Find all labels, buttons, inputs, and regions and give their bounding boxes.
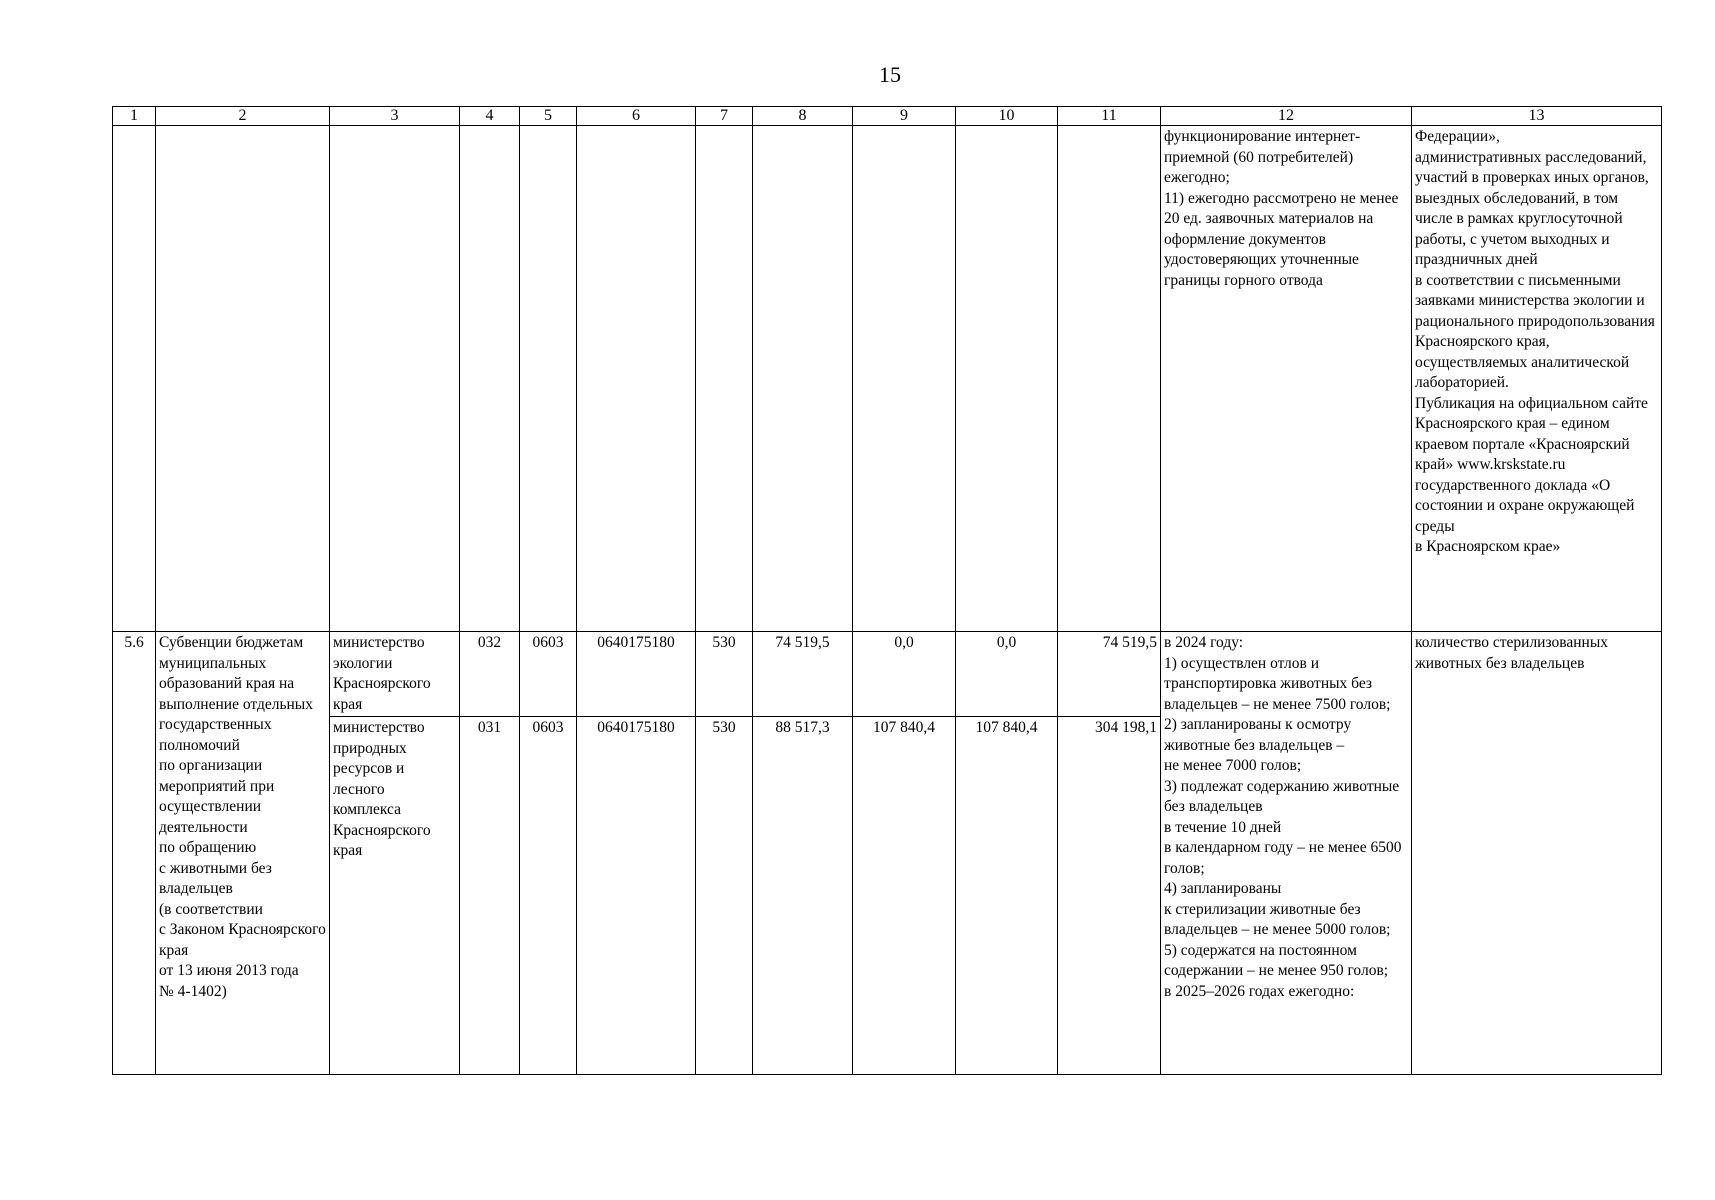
amount-2024-cell: 88 517,3 [753, 717, 853, 1075]
continuation-row [113, 126, 1662, 632]
amount-2025-cell: 0,0 [853, 632, 956, 717]
page-number: 15 [879, 62, 901, 87]
amount-2025-cell: 107 840,4 [853, 717, 956, 1075]
column-header: 3 [330, 107, 460, 126]
executor-cell: министерство экологии Красноярского края [330, 632, 460, 717]
amount-2024-cell: 74 519,5 [753, 632, 853, 717]
executor-cell: министерство природных ресурсов и лесного комплекса Красноярского края [330, 717, 460, 1075]
item-number: 5.6 [113, 632, 156, 1075]
column-header: 5 [520, 107, 577, 126]
grbs-cell: 032 [460, 632, 520, 717]
vr-cell: 530 [696, 632, 753, 717]
vr-cell: 530 [696, 717, 753, 1075]
amount-total-cell: 304 198,1 [1058, 717, 1161, 1075]
column-header: 10 [956, 107, 1058, 126]
amount-total-cell: 74 519,5 [1058, 632, 1161, 717]
amount-2026-cell: 107 840,4 [956, 717, 1058, 1075]
result-cell: в 2024 году: 1) осуществлен отлов и транспортировка животных без владельцев – не менее 7500 голов; 2) запланированы к осмотру животные без владельцев – не менее 7000 голов; 3) подлежат содержанию животные без владельцев в течение 10 дней в календарном году – не менее 6500 голов; 4) запланированы к стерилизации животные без владельцев – не менее 5000 голов; 5) содержатся на постоянном содержании – не менее 950 голов; в 2025–2026 годах ежегодно: [1161, 632, 1412, 1075]
header-row [113, 107, 1662, 126]
table-row [113, 632, 1662, 717]
csr-cell: 0640175180 [577, 632, 696, 717]
rzpr-cell: 0603 [520, 632, 577, 717]
grbs-cell: 031 [460, 717, 520, 1075]
continuation-indicator-cell: Федерации», административных расследований, участий в проверках иных органов, выездных обследований, в том числе в рамках круглосуточной работы, с учетом выходных и праздничных дней в соответствии с письменными заявками министерства экологии и рационального природопользования Красноярского края, осуществляемых аналитической лабораторией. Публикация на официальном сайте Красноярского края – едином краевом портале «Красноярский край» www.krskstate.ru государственного доклада «О состоянии и охране окружающей среды в Красноярском крае» [1412, 126, 1662, 632]
column-header: 1 [113, 107, 156, 126]
continuation-result-cell: функционирование интернет-приемной (60 потребителей) ежегодно; 11) ежегодно рассмотрено не менее 20 ед. заявочных материалов на оформление документов удостоверяющих уточненные границы горного отвода [1161, 126, 1412, 632]
column-header: 6 [577, 107, 696, 126]
column-header: 11 [1058, 107, 1161, 126]
column-header: 8 [753, 107, 853, 126]
amount-2026-cell: 0,0 [956, 632, 1058, 717]
csr-cell: 0640175180 [577, 717, 696, 1075]
column-header: 7 [696, 107, 753, 126]
item-name: Субвенции бюджетам муниципальных образований края на выполнение отдельных государственных полномочий по организации мероприятий при осуществлении деятельности по обращению с животными без владельцев (в соответствии с Законом Красноярского края от 13 июня 2013 года № 4-1402) [156, 632, 330, 1075]
column-header: 4 [460, 107, 520, 126]
rzpr-cell: 0603 [520, 717, 577, 1075]
column-header: 2 [156, 107, 330, 126]
column-header: 12 [1161, 107, 1412, 126]
indicator-cell: количество стерилизованных животных без владельцев [1412, 632, 1662, 1075]
program-table [112, 106, 1662, 1075]
column-header: 13 [1412, 107, 1662, 126]
column-header: 9 [853, 107, 956, 126]
